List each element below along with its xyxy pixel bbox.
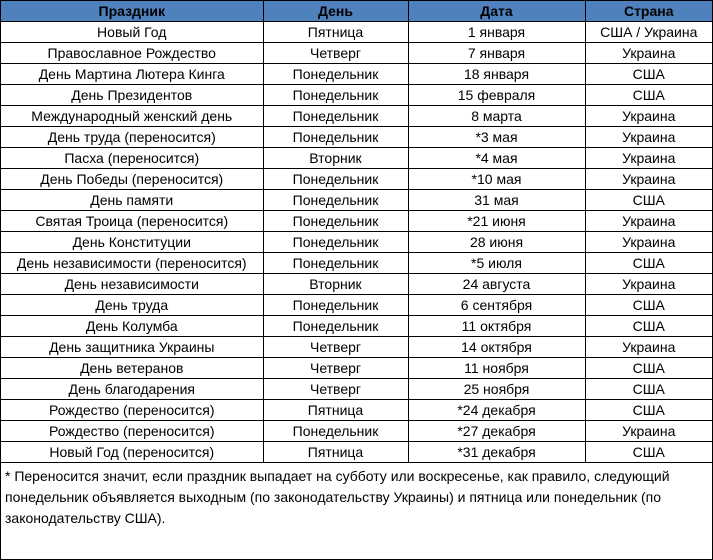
cell-country: Украина [585, 232, 712, 253]
cell-day: Вторник [263, 148, 408, 169]
cell-date: 8 марта [408, 106, 585, 127]
cell-day: Четверг [263, 379, 408, 400]
cell-country: США [585, 379, 712, 400]
table-row [1, 64, 712, 85]
table-row [1, 316, 712, 337]
cell-day: Понедельник [263, 106, 408, 127]
column-header-day: День [263, 1, 408, 22]
table-body [1, 22, 712, 463]
cell-date: 1 января [408, 22, 585, 43]
cell-country: США [585, 295, 712, 316]
cell-day: Понедельник [263, 190, 408, 211]
cell-date: 11 ноября [408, 358, 585, 379]
holiday-table [1, 1, 712, 463]
cell-date: 11 октября [408, 316, 585, 337]
column-header-holiday: Праздник [1, 1, 263, 22]
cell-country: США [585, 85, 712, 106]
table-row [1, 295, 712, 316]
table-row [1, 127, 712, 148]
cell-day: Пятница [263, 442, 408, 463]
cell-holiday: Новый Год (переносится) [1, 442, 263, 463]
cell-date: *5 июля [408, 253, 585, 274]
cell-date: *21 июня [408, 211, 585, 232]
column-header-date: Дата [408, 1, 585, 22]
cell-holiday: День независимости (переносится) [1, 253, 263, 274]
cell-day: Четверг [263, 337, 408, 358]
table-row [1, 43, 712, 64]
cell-day: Понедельник [263, 85, 408, 106]
cell-day: Понедельник [263, 211, 408, 232]
header-row [1, 1, 712, 22]
cell-day: Понедельник [263, 295, 408, 316]
cell-country: Украина [585, 106, 712, 127]
cell-day: Четверг [263, 358, 408, 379]
cell-date: 25 ноября [408, 379, 585, 400]
cell-date: *27 декабря [408, 421, 585, 442]
cell-holiday: День Мартина Лютера Кинга [1, 64, 263, 85]
cell-date: *10 мая [408, 169, 585, 190]
cell-holiday: День независимости [1, 274, 263, 295]
cell-date: *3 мая [408, 127, 585, 148]
table-row [1, 442, 712, 463]
table-row [1, 232, 712, 253]
cell-day: Пятница [263, 22, 408, 43]
table-row [1, 421, 712, 442]
cell-date: 14 октября [408, 337, 585, 358]
cell-holiday: День защитника Украины [1, 337, 263, 358]
cell-holiday: День Победы (переносится) [1, 169, 263, 190]
cell-holiday: Рождество (переносится) [1, 421, 263, 442]
cell-holiday: День труда [1, 295, 263, 316]
cell-country: США [585, 400, 712, 421]
table-row [1, 211, 712, 232]
table-header [1, 1, 712, 22]
table-row [1, 379, 712, 400]
table-row [1, 148, 712, 169]
cell-country: США [585, 253, 712, 274]
table-row [1, 106, 712, 127]
cell-date: 18 января [408, 64, 585, 85]
cell-day: Понедельник [263, 169, 408, 190]
cell-country: США / Украина [585, 22, 712, 43]
cell-country: Украина [585, 211, 712, 232]
cell-day: Понедельник [263, 316, 408, 337]
cell-holiday: День памяти [1, 190, 263, 211]
cell-country: США [585, 190, 712, 211]
cell-date: 6 сентября [408, 295, 585, 316]
cell-holiday: Православное Рождество [1, 43, 263, 64]
cell-day: Понедельник [263, 127, 408, 148]
table-row [1, 85, 712, 106]
cell-holiday: День труда (переносится) [1, 127, 263, 148]
cell-holiday: День Колумба [1, 316, 263, 337]
cell-country: США [585, 442, 712, 463]
table-row [1, 190, 712, 211]
cell-holiday: День благодарения [1, 379, 263, 400]
cell-country: Украина [585, 274, 712, 295]
cell-day: Понедельник [263, 253, 408, 274]
cell-holiday: Новый Год [1, 22, 263, 43]
cell-date: 15 февраля [408, 85, 585, 106]
table-row [1, 400, 712, 421]
cell-date: *24 декабря [408, 400, 585, 421]
cell-country: США [585, 358, 712, 379]
cell-day: Понедельник [263, 232, 408, 253]
table-row [1, 337, 712, 358]
cell-holiday: День ветеранов [1, 358, 263, 379]
cell-holiday: День Конституции [1, 232, 263, 253]
cell-holiday: Рождество (переносится) [1, 400, 263, 421]
cell-day: Четверг [263, 43, 408, 64]
column-header-country: Страна [585, 1, 712, 22]
cell-country: США [585, 64, 712, 85]
cell-day: Пятница [263, 400, 408, 421]
cell-date: *31 декабря [408, 442, 585, 463]
cell-day: Вторник [263, 274, 408, 295]
table-row [1, 169, 712, 190]
cell-holiday: Международный женский день [1, 106, 263, 127]
cell-day: Понедельник [263, 64, 408, 85]
table-row [1, 22, 712, 43]
cell-holiday: Святая Троица (переносится) [1, 211, 263, 232]
cell-country: Украина [585, 43, 712, 64]
cell-country: Украина [585, 337, 712, 358]
cell-date: 7 января [408, 43, 585, 64]
cell-country: Украина [585, 169, 712, 190]
cell-country: США [585, 316, 712, 337]
table-row [1, 358, 712, 379]
cell-date: 24 августа [408, 274, 585, 295]
cell-day: Понедельник [263, 421, 408, 442]
table-row [1, 253, 712, 274]
cell-country: Украина [585, 148, 712, 169]
cell-date: *4 мая [408, 148, 585, 169]
footnote: * Переносится значит, если праздник выпадает на субботу или воскресенье, как правило, следующий понедельник объявляется выходным (по законодательству Украины) и пятница или понедельник (по законодательству США). [5, 468, 670, 526]
cell-holiday: День Президентов [1, 85, 263, 106]
table-row [1, 274, 712, 295]
cell-holiday: Пасха (переносится) [1, 148, 263, 169]
cell-date: 31 мая [408, 190, 585, 211]
cell-country: Украина [585, 127, 712, 148]
cell-country: Украина [585, 421, 712, 442]
cell-date: 28 июня [408, 232, 585, 253]
